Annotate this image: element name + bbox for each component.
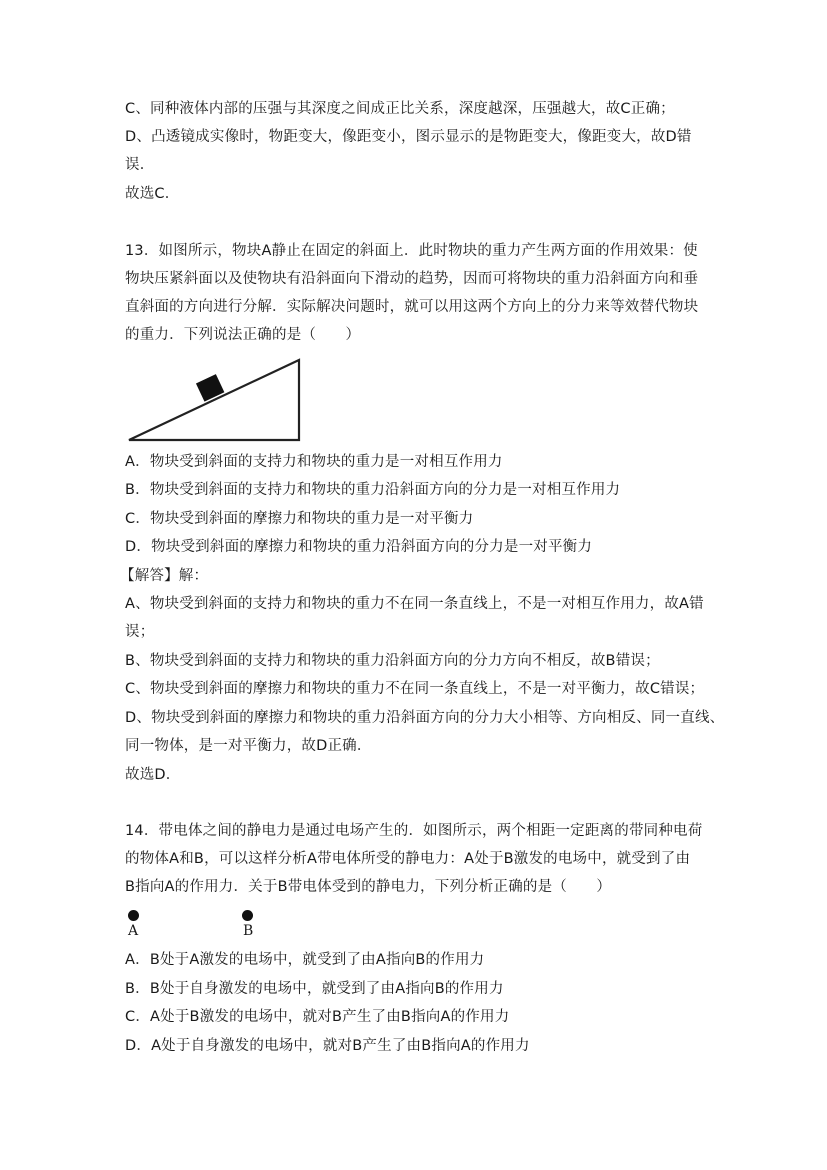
q13-answer-c: C、物块受到斜面的摩擦力和物块的重力不在同一条直线上，不是一对平衡力，故C错误； <box>125 681 705 697</box>
prev-answer-option-c: C、同种液体内部的压强与其深度之间成正比关系，深度越深，压强越大，故C正确； <box>125 101 675 117</box>
q13-option-c: C．物块受到斜面的摩擦力和物块的重力是一对平衡力 <box>125 511 474 527</box>
q14-option-c: C．A处于B激发的电场中，就对B产生了由B指向A的作用力 <box>125 1009 510 1025</box>
q13-stem-line-3: 直斜面的方向进行分解．实际解决问题时，就可以用这两个方向上的分力来等效替代物块 <box>125 299 699 315</box>
q13-answer-a-line-2: 误； <box>125 624 155 640</box>
charges-figure <box>124 906 274 942</box>
q14-option-d: D．A处于自身激发的电场中，就对B产生了由B指向A的作用力 <box>125 1038 530 1054</box>
q13-answer-b: B、物块受到斜面的支持力和物块的重力沿斜面方向的分力方向不相反，故B错误； <box>125 653 660 669</box>
q13-option-d: D．物块受到斜面的摩擦力和物块的重力沿斜面方向的分力是一对平衡力 <box>125 539 593 555</box>
q13-answer-header: 【解答】解： <box>120 568 209 584</box>
q13-stem-line-2: 物块压紧斜面以及使物块有沿斜面向下滑动的趋势，因而可将物块的重力沿斜面方向和垂 <box>125 271 699 287</box>
q13-stem-line-4: 的重力．下列说法正确的是（ ） <box>125 327 361 343</box>
q13-conclusion: 故选D． <box>125 767 181 783</box>
q14-option-b: B．B处于自身激发的电场中，就受到了由A指向B的作用力 <box>125 981 504 997</box>
prev-answer-option-d-cont: 误． <box>125 157 155 173</box>
prev-answer-option-d: D、凸透镜成实像时，物距变大，像距变小，图示显示的是物距变大，像距变大，故D错 <box>125 129 692 145</box>
q13-answer-d-line-2: 同一物体，是一对平衡力，故D正确． <box>125 738 372 754</box>
q14-stem-line-1: 14．带电体之间的静电力是通过电场产生的．如图所示，两个相距一定距离的带同种电荷 <box>125 823 703 839</box>
q13-answer-a-line-1: A、物块受到斜面的支持力和物块的重力不在同一条直线上，不是一对相互作用力，故A错 <box>125 596 704 612</box>
q14-option-a: A．B处于A激发的电场中，就受到了由A指向B的作用力 <box>125 952 485 968</box>
q13-stem-line-1: 13．如图所示，物块A静止在固定的斜面上．此时物块的重力产生两方面的作用效果：使 <box>125 243 698 259</box>
q13-answer-d-line-1: D、物块受到斜面的摩擦力和物块的重力沿斜面方向的分力大小相等、方向相反、同一直线、 <box>125 710 725 726</box>
q14-stem-line-3: B指向A的作用力．关于B带电体受到的静电力，下列分析正确的是（ ） <box>125 879 612 895</box>
charge-a-dot <box>128 910 139 921</box>
q13-option-b: B．物块受到斜面的支持力和物块的重力沿斜面方向的分力是一对相互作用力 <box>125 482 621 498</box>
incline-block-figure <box>124 356 304 444</box>
charge-a-label: A <box>128 923 139 939</box>
incline-triangle <box>129 360 299 440</box>
q14-stem-line-2: 的物体A和B，可以这样分析A带电体所受的静电力：A处于B激发的电场中，就受到了由 <box>125 851 691 867</box>
charge-b-dot <box>242 910 253 921</box>
q13-option-a: A．物块受到斜面的支持力和物块的重力是一对相互作用力 <box>125 454 503 470</box>
prev-answer-conclusion: 故选C． <box>125 186 180 202</box>
charge-b-label: B <box>243 923 254 939</box>
